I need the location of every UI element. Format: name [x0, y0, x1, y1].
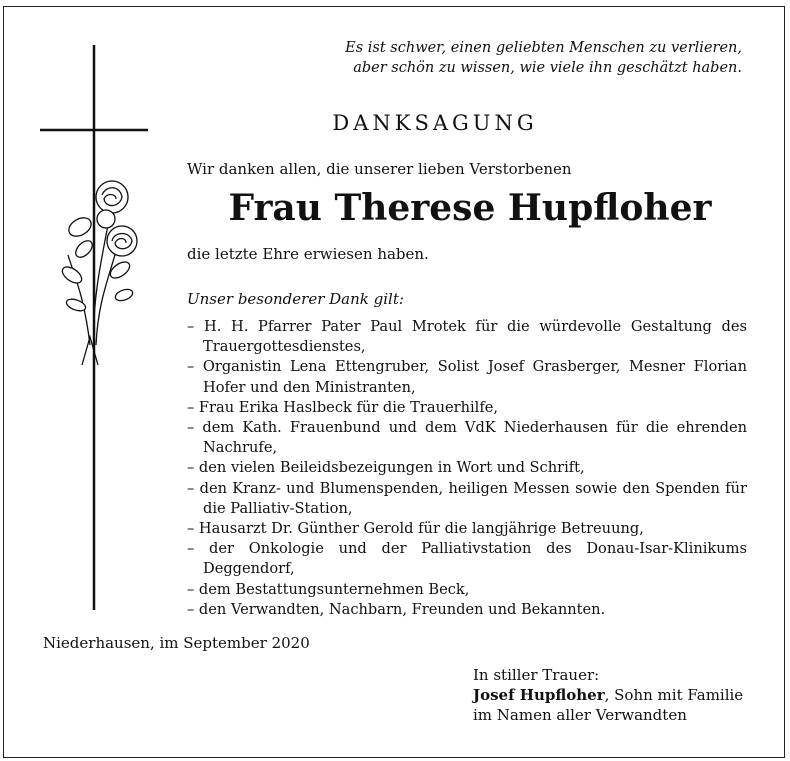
- list-item: – den Verwandten, Nachbarn, Freunden und Bekannten.: [187, 600, 606, 618]
- heading: DANKSAGUNG: [332, 111, 538, 135]
- motto-line-2: aber schön zu wissen, wie viele ihn geschätzt haben.: [353, 60, 742, 76]
- list-item: – der Onkologie und der Palliativstation des Donau-Isar-Klinikums Deggendorf,: [187, 540, 747, 578]
- list-item: – dem Kath. Frauenbund und dem VdK Niederhausen für die ehrenden Nachrufe,: [187, 419, 747, 457]
- thanks-list: [187, 317, 747, 620]
- thanks-intro: Unser besonderer Dank gilt:: [187, 290, 404, 308]
- signature-name: Josef Hupfloher: [473, 686, 605, 704]
- signature-line-3: im Namen aller Verwandten: [473, 706, 687, 724]
- list-item: – Organistin Lena Ettengruber, Solist Josef Grasberger, Mesner Florian Hofer und den Ministranten,: [187, 358, 747, 396]
- list-item: – H. H. Pfarrer Pater Paul Mrotek für die würdevolle Gestaltung des Trauergottesdienstes,: [187, 318, 747, 356]
- deceased-name: Frau Therese Hupfloher: [228, 187, 712, 229]
- list-item: – den vielen Beileidsbezeigungen in Wort und Schrift,: [187, 459, 585, 477]
- motto: [345, 38, 742, 78]
- place-date: Niederhausen, im September 2020: [43, 634, 310, 652]
- intro-text: Wir danken allen, die unserer lieben Verstorbenen: [187, 160, 572, 178]
- signature-name-line: [473, 685, 743, 705]
- list-item: – Frau Erika Haslbeck für die Trauerhilfe,: [187, 398, 499, 416]
- motto-line-1: Es ist schwer, einen geliebten Menschen zu verlieren,: [345, 40, 742, 56]
- list-item: – dem Bestattungsunternehmen Beck,: [187, 580, 470, 598]
- after-text: die letzte Ehre erwiesen haben.: [187, 245, 429, 263]
- signature-relation: , Sohn mit Familie: [604, 686, 744, 704]
- list-item: – den Kranz- und Blumenspenden, heiligen Messen sowie den Spenden für die Palliativ-Station,: [187, 479, 747, 517]
- signature-label: In stiller Trauer:: [473, 666, 600, 684]
- signature: [473, 665, 743, 725]
- list-item: – Hausarzt Dr. Günther Gerold für die langjährige Betreuung,: [187, 520, 644, 538]
